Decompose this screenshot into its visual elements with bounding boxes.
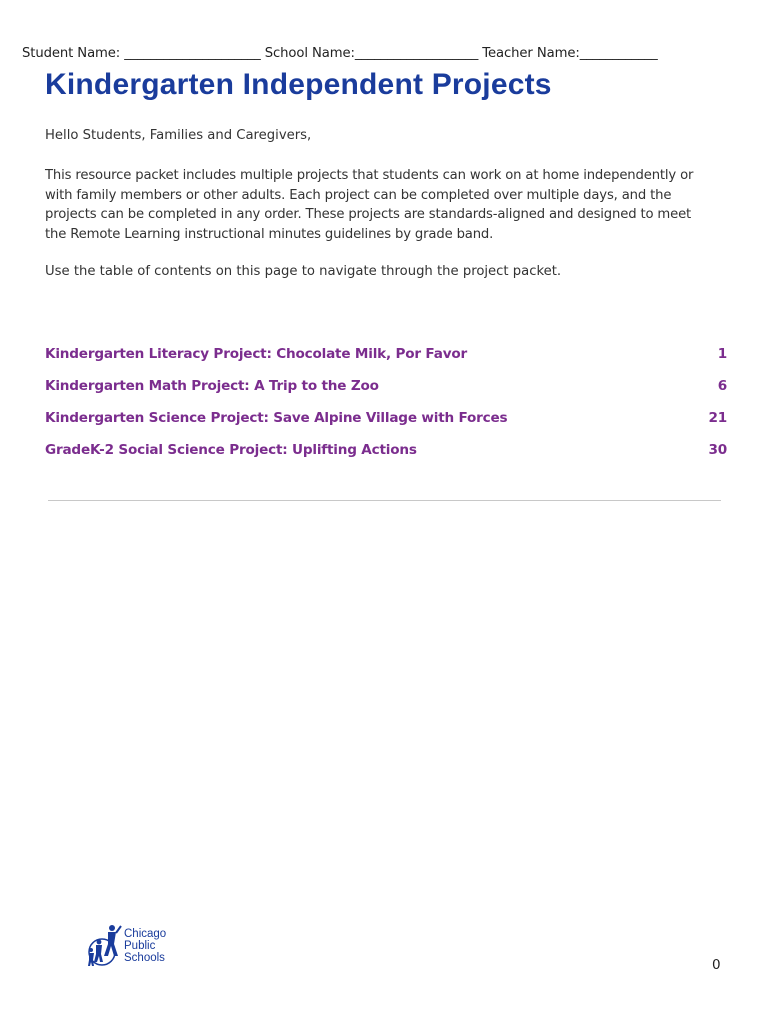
- greeting-text: Hello Students, Families and Caregivers,: [45, 128, 312, 143]
- divider: [48, 500, 721, 501]
- toc-entry-page: 6: [717, 378, 727, 394]
- chicago-public-schools-logo-icon: [86, 922, 126, 970]
- table-of-contents: [45, 346, 727, 474]
- toc-entry-page: 30: [708, 442, 727, 458]
- intro-line: This resource packet includes multiple projects that students can work on at home independently or: [45, 168, 694, 183]
- toc-entry-literacy[interactable]: [45, 346, 727, 378]
- logo-line: Chicago: [124, 928, 167, 940]
- toc-entry-title[interactable]: GradeK-2 Social Science Project: Uplifting Actions: [45, 442, 417, 458]
- toc-entry-math[interactable]: [45, 378, 727, 410]
- toc-entry-title[interactable]: Kindergarten Math Project: A Trip to the Zoo: [45, 378, 379, 394]
- intro-line: with family members or other adults. Each project can be completed over multiple days, and the: [45, 187, 672, 203]
- toc-entry-social-science[interactable]: [45, 442, 727, 474]
- page-title: Kindergarten Independent Projects: [45, 68, 552, 101]
- page-number: 0: [712, 957, 721, 973]
- intro-line: the Remote Learning instructional minutes guidelines by grade band.: [45, 226, 494, 242]
- intro-paragraph: [45, 166, 730, 244]
- logo-wordmark: [124, 928, 166, 964]
- navigation-note: Use the table of contents on this page to navigate through the project packet.: [45, 264, 562, 279]
- toc-entry-page: 21: [708, 410, 727, 426]
- form-header-line: Student Name: _____________________ School Name:___________________ Teacher Name:____________: [22, 46, 658, 61]
- logo-line: Schools: [124, 952, 165, 964]
- intro-line: projects can be completed in any order. These projects are standards-aligned and designed to meet: [45, 207, 692, 222]
- toc-entry-title[interactable]: Kindergarten Literacy Project: Chocolate Milk, Por Favor: [45, 346, 468, 362]
- logo-line: Public: [124, 940, 156, 952]
- chicago-public-schools-logo: [86, 922, 196, 972]
- toc-entry-title[interactable]: Kindergarten Science Project: Save Alpine Village with Forces: [45, 410, 508, 426]
- toc-entry-page: 1: [717, 346, 727, 362]
- toc-entry-science[interactable]: [45, 410, 727, 442]
